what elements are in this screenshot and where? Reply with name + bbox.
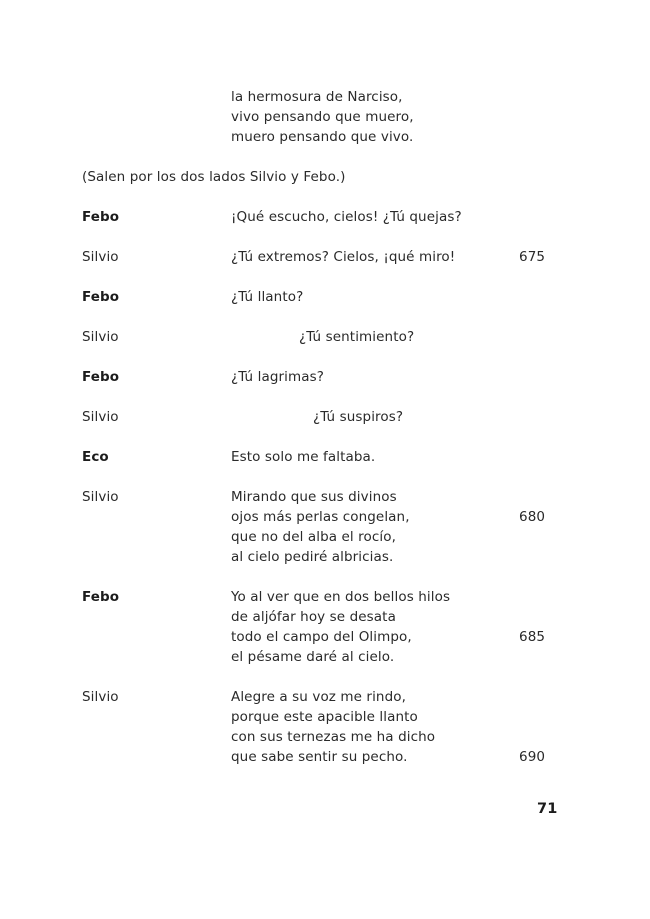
line-number: 680: [519, 509, 546, 525]
verse-line: Alegre a su voz me rindo,: [231, 689, 407, 705]
line-number: 685: [519, 629, 546, 645]
speaker-name: Eco: [82, 449, 109, 465]
line-number: 675: [519, 249, 546, 265]
verse-line: que sabe sentir su pecho.: [231, 749, 408, 765]
speaker-name: Febo: [82, 369, 120, 385]
verse-line: ¿Tú sentimiento?: [299, 329, 415, 345]
verse-line: todo el campo del Olimpo,: [231, 629, 412, 645]
verse-line: ¡Qué escucho, cielos! ¿Tú quejas?: [231, 209, 462, 225]
line-number: 690: [519, 749, 546, 765]
verse-line: Yo al ver que en dos bellos hilos: [231, 589, 451, 605]
speaker-name: Febo: [82, 289, 120, 305]
verse-line: con sus ternezas me ha dicho: [231, 729, 436, 745]
verse-line: ¿Tú lagrimas?: [231, 369, 325, 385]
speaker-name: Silvio: [82, 689, 119, 705]
speaker-name: Febo: [82, 589, 120, 605]
verse-line: Esto solo me faltaba.: [231, 449, 376, 465]
verse-line: la hermosura de Narciso,: [231, 89, 403, 105]
verse-line: porque este apacible llanto: [231, 709, 418, 725]
verse-line: muero pensando que vivo.: [231, 129, 414, 145]
speaker-name: Silvio: [82, 409, 119, 425]
speaker-name: Silvio: [82, 249, 119, 265]
verse-line: ¿Tú suspiros?: [313, 409, 404, 425]
page-number: 71: [537, 801, 558, 817]
verse-line: el pésame daré al cielo.: [231, 649, 395, 665]
stage-direction: (Salen por los dos lados Silvio y Febo.): [82, 169, 346, 185]
speaker-name: Febo: [82, 209, 120, 225]
verse-line: vivo pensando que muero,: [231, 109, 414, 125]
speaker-name: Silvio: [82, 329, 119, 345]
verse-line: ojos más perlas congelan,: [231, 509, 410, 525]
verse-line: que no del alba el rocío,: [231, 529, 396, 545]
speaker-name: Silvio: [82, 489, 119, 505]
verse-line: ¿Tú extremos? Cielos, ¡qué miro!: [231, 249, 456, 265]
verse-line: Mirando que sus divinos: [231, 489, 397, 505]
verse-line: al cielo pediré albricias.: [231, 549, 394, 565]
verse-line: de aljófar hoy se desata: [231, 609, 396, 625]
verse-line: ¿Tú llanto?: [231, 289, 304, 305]
